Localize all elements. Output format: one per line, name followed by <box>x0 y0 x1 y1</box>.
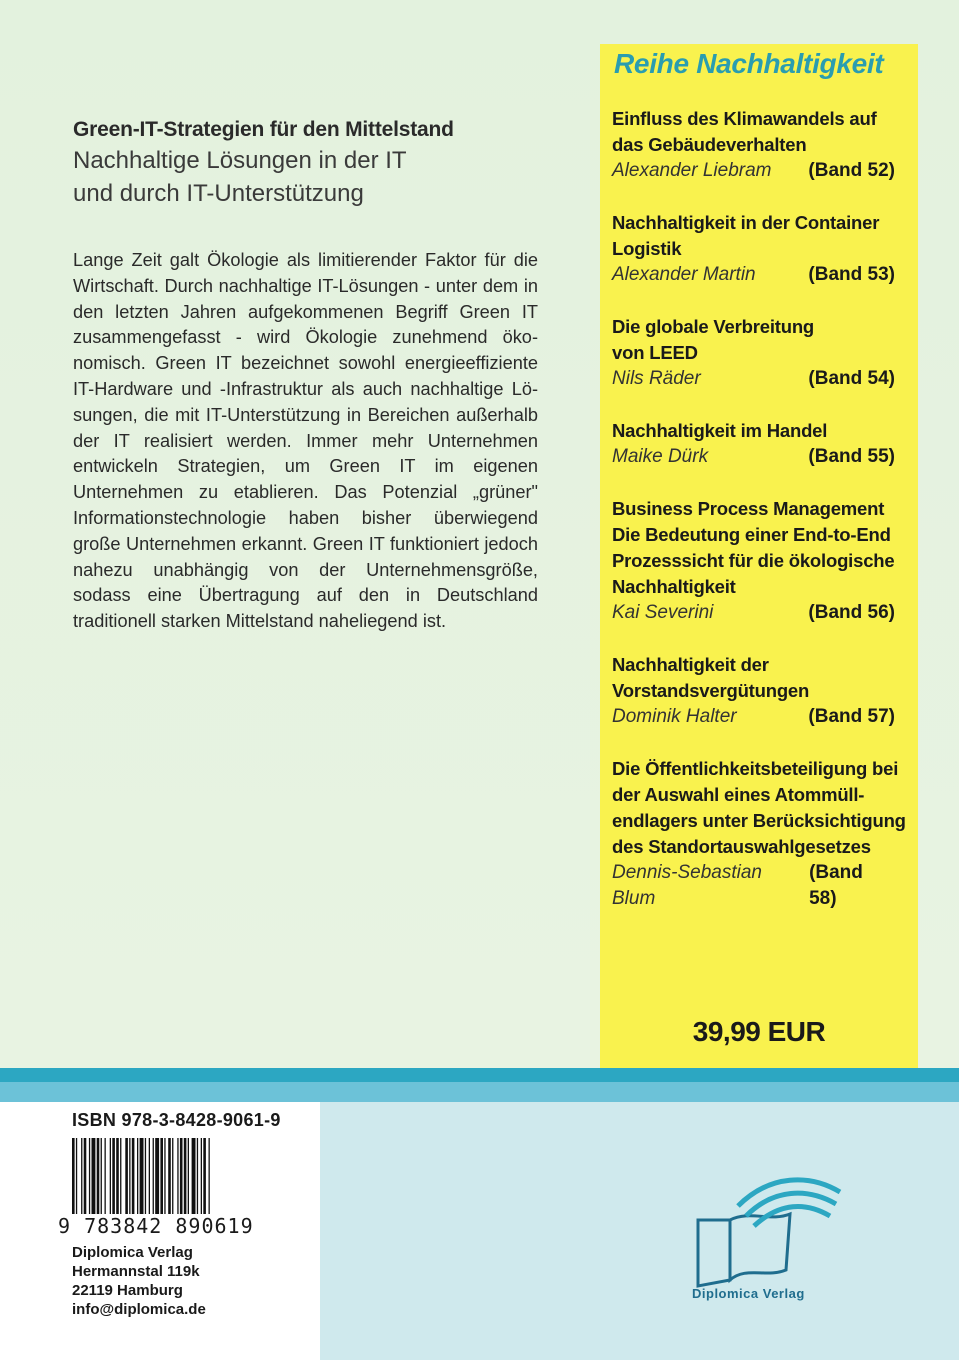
logo-text: Diplomica Verlag <box>692 1286 805 1301</box>
barcode-bar <box>105 1138 106 1222</box>
barcode-bar <box>140 1138 144 1222</box>
series-book-title-line: Prozesssicht für die ökologische <box>612 550 895 571</box>
barcode-bar <box>192 1138 196 1222</box>
divider-stripe-dark <box>0 1068 959 1082</box>
series-book <box>612 210 917 288</box>
barcode-bar <box>110 1138 111 1222</box>
series-book-title-line: der Auswahl eines Atommüll- <box>612 784 865 805</box>
book-subtitle-line-1: Nachhaltige Lösungen in der IT <box>73 147 407 174</box>
publisher-city: 22119 Hamburg <box>72 1282 183 1299</box>
barcode-bar <box>97 1138 100 1222</box>
barcode-bar <box>145 1138 146 1222</box>
series-book-list <box>612 106 917 938</box>
book-blurb: Lange Zeit galt Ökologie als limitierender Faktor für die Wirtschaft. Durch nachhaltige IT-Lösungen - unter dem in den letzten Jahren aufgekommenen Begriff Green IT zusammengefasst - wird Ökologie zunehmend ökonomisch. Green IT bezeichnet sowohl energieeffiziente IT-Hardware und -Infrastruktur als auch nachhaltige Lösungen, die mit IT-Unterstützung in Bereichen außerhalb der IT realisiert werden. Immer mehr Unternehmen entwickeln Strategien, um Green IT im eigenen Unternehmen zu etablieren. Das Potenzial „grüner" Informationstechnologie haben bisher überwiegend große Unternehmen erkannt. Green IT funktioniert jedoch nahezu unabhängig von der Unternehmensgröße, sodass eine Übertragung auf den in Deutschland traditionell starken Mittelstand naheliegend ist. <box>73 250 538 632</box>
barcode-bar <box>180 1138 183 1222</box>
barcode-bar <box>72 1138 75 1222</box>
series-book-band: (Band 57) <box>808 706 895 727</box>
barcode-bar <box>101 1138 102 1222</box>
barcode-image <box>72 1138 268 1222</box>
series-book-title-line: Die Öffentlichkeitsbeteiligung bei <box>612 758 899 779</box>
barcode-bar <box>209 1138 210 1222</box>
series-book-band: (Band 54) <box>808 368 895 389</box>
barcode-bar <box>201 1138 202 1222</box>
series-book-author: Nils Räder <box>612 368 701 389</box>
barcode-bar <box>120 1138 121 1222</box>
series-book-author: Maike Dürk <box>612 446 709 467</box>
series-book-title-line: von LEED <box>612 342 698 363</box>
series-book-title-line: Die globale Verbreitung <box>612 316 815 337</box>
book-subtitle-line-2: und durch IT-Unterstützung <box>73 180 364 207</box>
barcode-bar <box>155 1138 159 1222</box>
isbn-label: ISBN 978-3-8428-9061-9 <box>72 1110 281 1130</box>
series-book-meta <box>612 444 917 470</box>
series-book-title-line: des Standortauswahlgesetzes <box>612 836 871 857</box>
series-book-title-line: Die Bedeutung einer End-to-End <box>612 524 891 545</box>
barcode-bar <box>84 1138 87 1222</box>
series-book-title-line: das Gebäudeverhalten <box>612 134 807 155</box>
series-book-title-line: Logistik <box>612 238 682 259</box>
series-book-title-line: Nachhaltigkeit <box>612 576 736 597</box>
series-book-band: (Band 56) <box>808 602 895 623</box>
barcode-bar <box>172 1138 173 1222</box>
series-book-title-line: Nachhaltigkeit der <box>612 654 769 675</box>
barcode-bar <box>76 1138 77 1222</box>
series-book-author: Kai Severini <box>612 602 714 623</box>
barcode-bar <box>137 1138 138 1222</box>
publisher-name: Diplomica Verlag <box>72 1244 193 1261</box>
barcode-bar <box>168 1138 171 1222</box>
barcode-bar <box>129 1138 130 1222</box>
cover-main-text <box>73 116 538 635</box>
barcode-bar <box>160 1138 163 1222</box>
publisher-address <box>72 1243 206 1319</box>
barcode-bar <box>92 1138 96 1222</box>
series-book-author: Alexander Liebram <box>612 160 772 181</box>
diplomica-logo-icon <box>690 1170 850 1300</box>
barcode-bar <box>132 1138 135 1222</box>
series-book <box>612 756 917 912</box>
series-book <box>612 106 917 184</box>
barcode-bar <box>81 1138 82 1222</box>
series-book <box>612 418 917 470</box>
publisher-email: info@diplomica.de <box>72 1301 206 1318</box>
series-book <box>612 652 917 730</box>
barcode-bar <box>153 1138 154 1222</box>
series-book-band: (Band 52) <box>808 160 895 181</box>
barcode-bar <box>149 1138 150 1222</box>
series-book-author: Dennis-Sebastian Blum <box>612 862 762 909</box>
series-book-band: (Band 53) <box>808 264 895 285</box>
barcode-bar <box>112 1138 115 1222</box>
barcode-bar <box>164 1138 165 1222</box>
logo-panel <box>320 1102 959 1360</box>
series-book-meta <box>612 366 917 392</box>
series-book-title-line: Business Process Management <box>612 498 885 519</box>
series-book-title-line: Nachhaltigkeit im Handel <box>612 420 828 441</box>
series-book-author: Alexander Martin <box>612 264 756 285</box>
series-title: Reihe Nachhaltigkeit <box>614 48 884 79</box>
barcode-bar <box>177 1138 178 1222</box>
series-book <box>612 496 917 626</box>
barcode-bar <box>116 1138 119 1222</box>
barcode-bar <box>188 1138 189 1222</box>
barcode-bar <box>125 1138 128 1222</box>
series-book-meta <box>612 262 917 288</box>
barcode-bar <box>197 1138 198 1222</box>
series-book-meta <box>612 158 917 184</box>
series-book-band: (Band 58) <box>809 862 863 909</box>
series-book-meta <box>612 704 917 730</box>
barcode-bar <box>184 1138 187 1222</box>
divider-stripe-light <box>0 1082 959 1102</box>
series-book-title-line: Einfluss des Klimawandels auf <box>612 108 877 129</box>
series-panel <box>600 44 918 1068</box>
series-book-title-line: Vorstandsvergütungen <box>612 680 810 701</box>
price: 39,99 EUR <box>692 1016 826 1047</box>
barcode-bar <box>203 1138 206 1222</box>
publisher-street: Hermannstal 119k <box>72 1263 200 1280</box>
series-book <box>612 314 917 392</box>
series-book-band: (Band 55) <box>808 446 895 467</box>
barcode-bar <box>89 1138 90 1222</box>
series-book-meta <box>612 860 917 912</box>
series-book-title-line: Nachhaltigkeit in der Container <box>612 212 880 233</box>
series-book-author: Dominik Halter <box>612 706 737 727</box>
barcode-digits: 9 783842 890619 <box>58 1214 254 1238</box>
book-title: Green-IT-Strategien für den Mittelstand <box>73 118 454 141</box>
series-book-title-line: endlagers unter Berücksichtigung <box>612 810 906 831</box>
series-book-meta <box>612 600 917 626</box>
